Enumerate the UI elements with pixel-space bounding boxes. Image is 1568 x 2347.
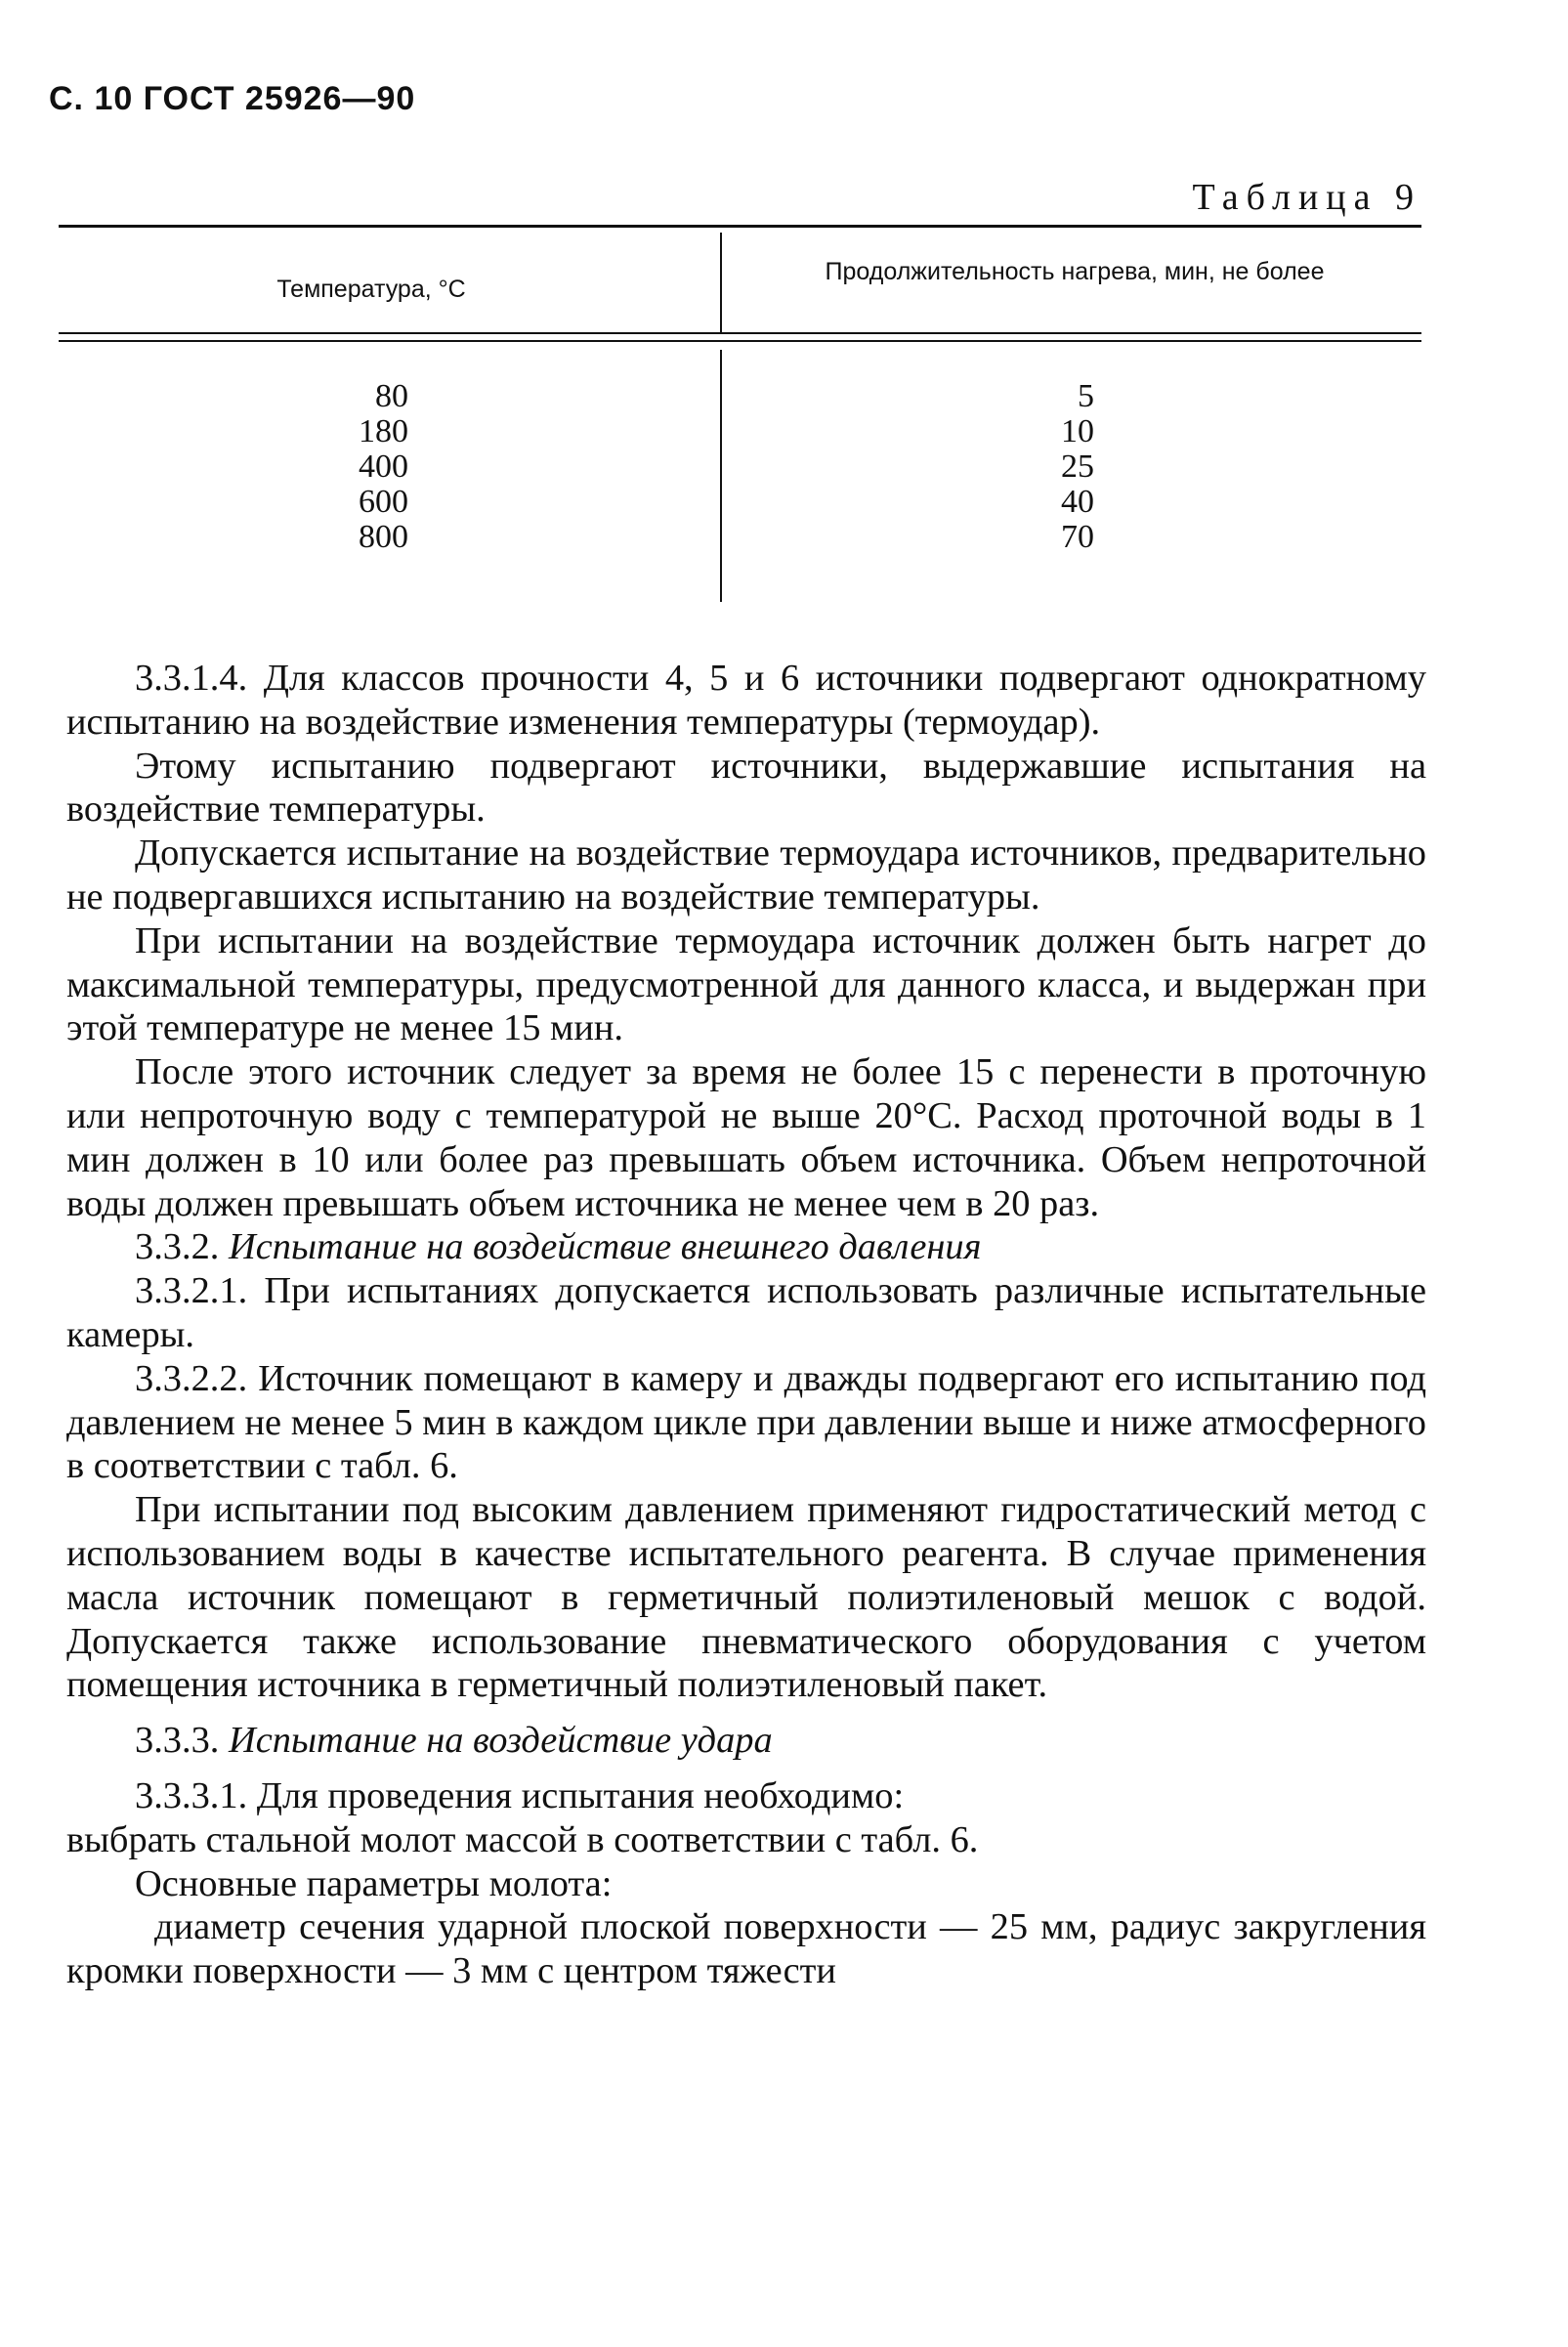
document-body xyxy=(66,657,1426,1993)
paragraph: диаметр сечения ударной плоской поверхности — 25 мм, радиус закругления кромки поверхности — 3 мм с центром тяжести xyxy=(66,1906,1426,1992)
paragraph: Допускается испытание на воздействие термоудара источников, предварительно не подвергавшихся испытанию на воздействие температуры. xyxy=(66,832,1426,917)
table-cell-duration: 5 xyxy=(1078,378,1094,414)
duration-column xyxy=(996,379,1094,555)
list-item: выбрать стальной молот массой в соответствии с табл. 6. xyxy=(66,1818,979,1860)
page-header: С. 10 ГОСТ 25926—90 xyxy=(49,80,416,117)
table-top-rule xyxy=(59,225,1421,228)
table-cell-duration: 10 xyxy=(1061,413,1094,449)
table-cell-temp: 800 xyxy=(359,519,408,555)
table-cell-duration: 70 xyxy=(1061,519,1094,555)
paragraph: Этому испытанию подвергают источники, выдержавшие испытания на воздействие температуры. xyxy=(66,745,1426,831)
table-column-divider xyxy=(720,233,722,332)
table-cell-temp: 400 xyxy=(359,448,408,485)
paragraph: При испытании под высоким давлением применяют гидростатический метод с использованием воды в качестве испытательного реагента. В случае применения масла источник помещают в герметичный полиэтиленовый мешок с водой. Допускается также использование пневматического оборудования с учетом помещения источника в герметичный полиэтиленовый пакет. xyxy=(66,1489,1426,1706)
section-title: Испытание на воздействие внешнего давления xyxy=(228,1226,982,1268)
paragraph-3-3-2-2: 3.3.2.2. Источник помещают в камеру и дважды подвергают его испытанию под давлением не менее 5 мин в каждом цикле при давлении выше и ниже атмосферного в соответствии с табл. 6. xyxy=(66,1357,1426,1487)
paragraph-3-3-2-1: 3.3.2.1. При испытаниях допускается использовать различные испытательные камеры. xyxy=(66,1270,1426,1355)
paragraph-3-3-3-1: 3.3.3.1. Для проведения испытания необходимо: xyxy=(135,1774,905,1816)
table-header-rule-2 xyxy=(59,340,1421,342)
table-cell-temp: 80 xyxy=(375,378,408,414)
paragraph: При испытании на воздействие термоудара источник должен быть нагрет до максимальной температуры, предусмотренной для данного класса, и выдержан при этой температуре не менее 15 мин. xyxy=(66,919,1426,1049)
table-cell-temp: 180 xyxy=(359,413,408,449)
table-cell-temp: 600 xyxy=(359,484,408,520)
paragraph: Основные параметры молота: xyxy=(135,1862,613,1904)
table-column-divider-body xyxy=(720,350,722,602)
temperature-column xyxy=(293,379,408,555)
table-title: Таблица 9 xyxy=(1192,177,1421,218)
table-cell-duration: 25 xyxy=(1061,448,1094,485)
section-number: 3.3.3. xyxy=(135,1720,229,1762)
section-heading-3-3-2 xyxy=(66,1225,1426,1269)
section-heading-3-3-3 xyxy=(66,1719,1426,1763)
column-header-duration: Продолжительность нагрева, мин, не более xyxy=(825,258,1325,285)
paragraph-3-3-1-4: 3.3.1.4. Для классов прочности 4, 5 и 6 источники подвергают однократному испытанию на воздействие изменения температуры (термоудар). xyxy=(66,658,1426,743)
paragraph: После этого источник следует за время не более 15 с перенести в проточную или непроточную воду с температурой не выше 20°С. Расход проточной воды в 1 мин должен в 10 или более раз превышать объем источника. Объем непроточной воды должен превышать объем источника не менее чем в 20 раз. xyxy=(66,1051,1426,1224)
section-title: Испытание на воздействие удара xyxy=(228,1720,773,1762)
table-cell-duration: 40 xyxy=(1061,484,1094,520)
column-header-temperature: Температура, °С xyxy=(276,276,466,303)
section-number: 3.3.2. xyxy=(135,1226,229,1268)
table-header-rule-1 xyxy=(59,332,1421,334)
